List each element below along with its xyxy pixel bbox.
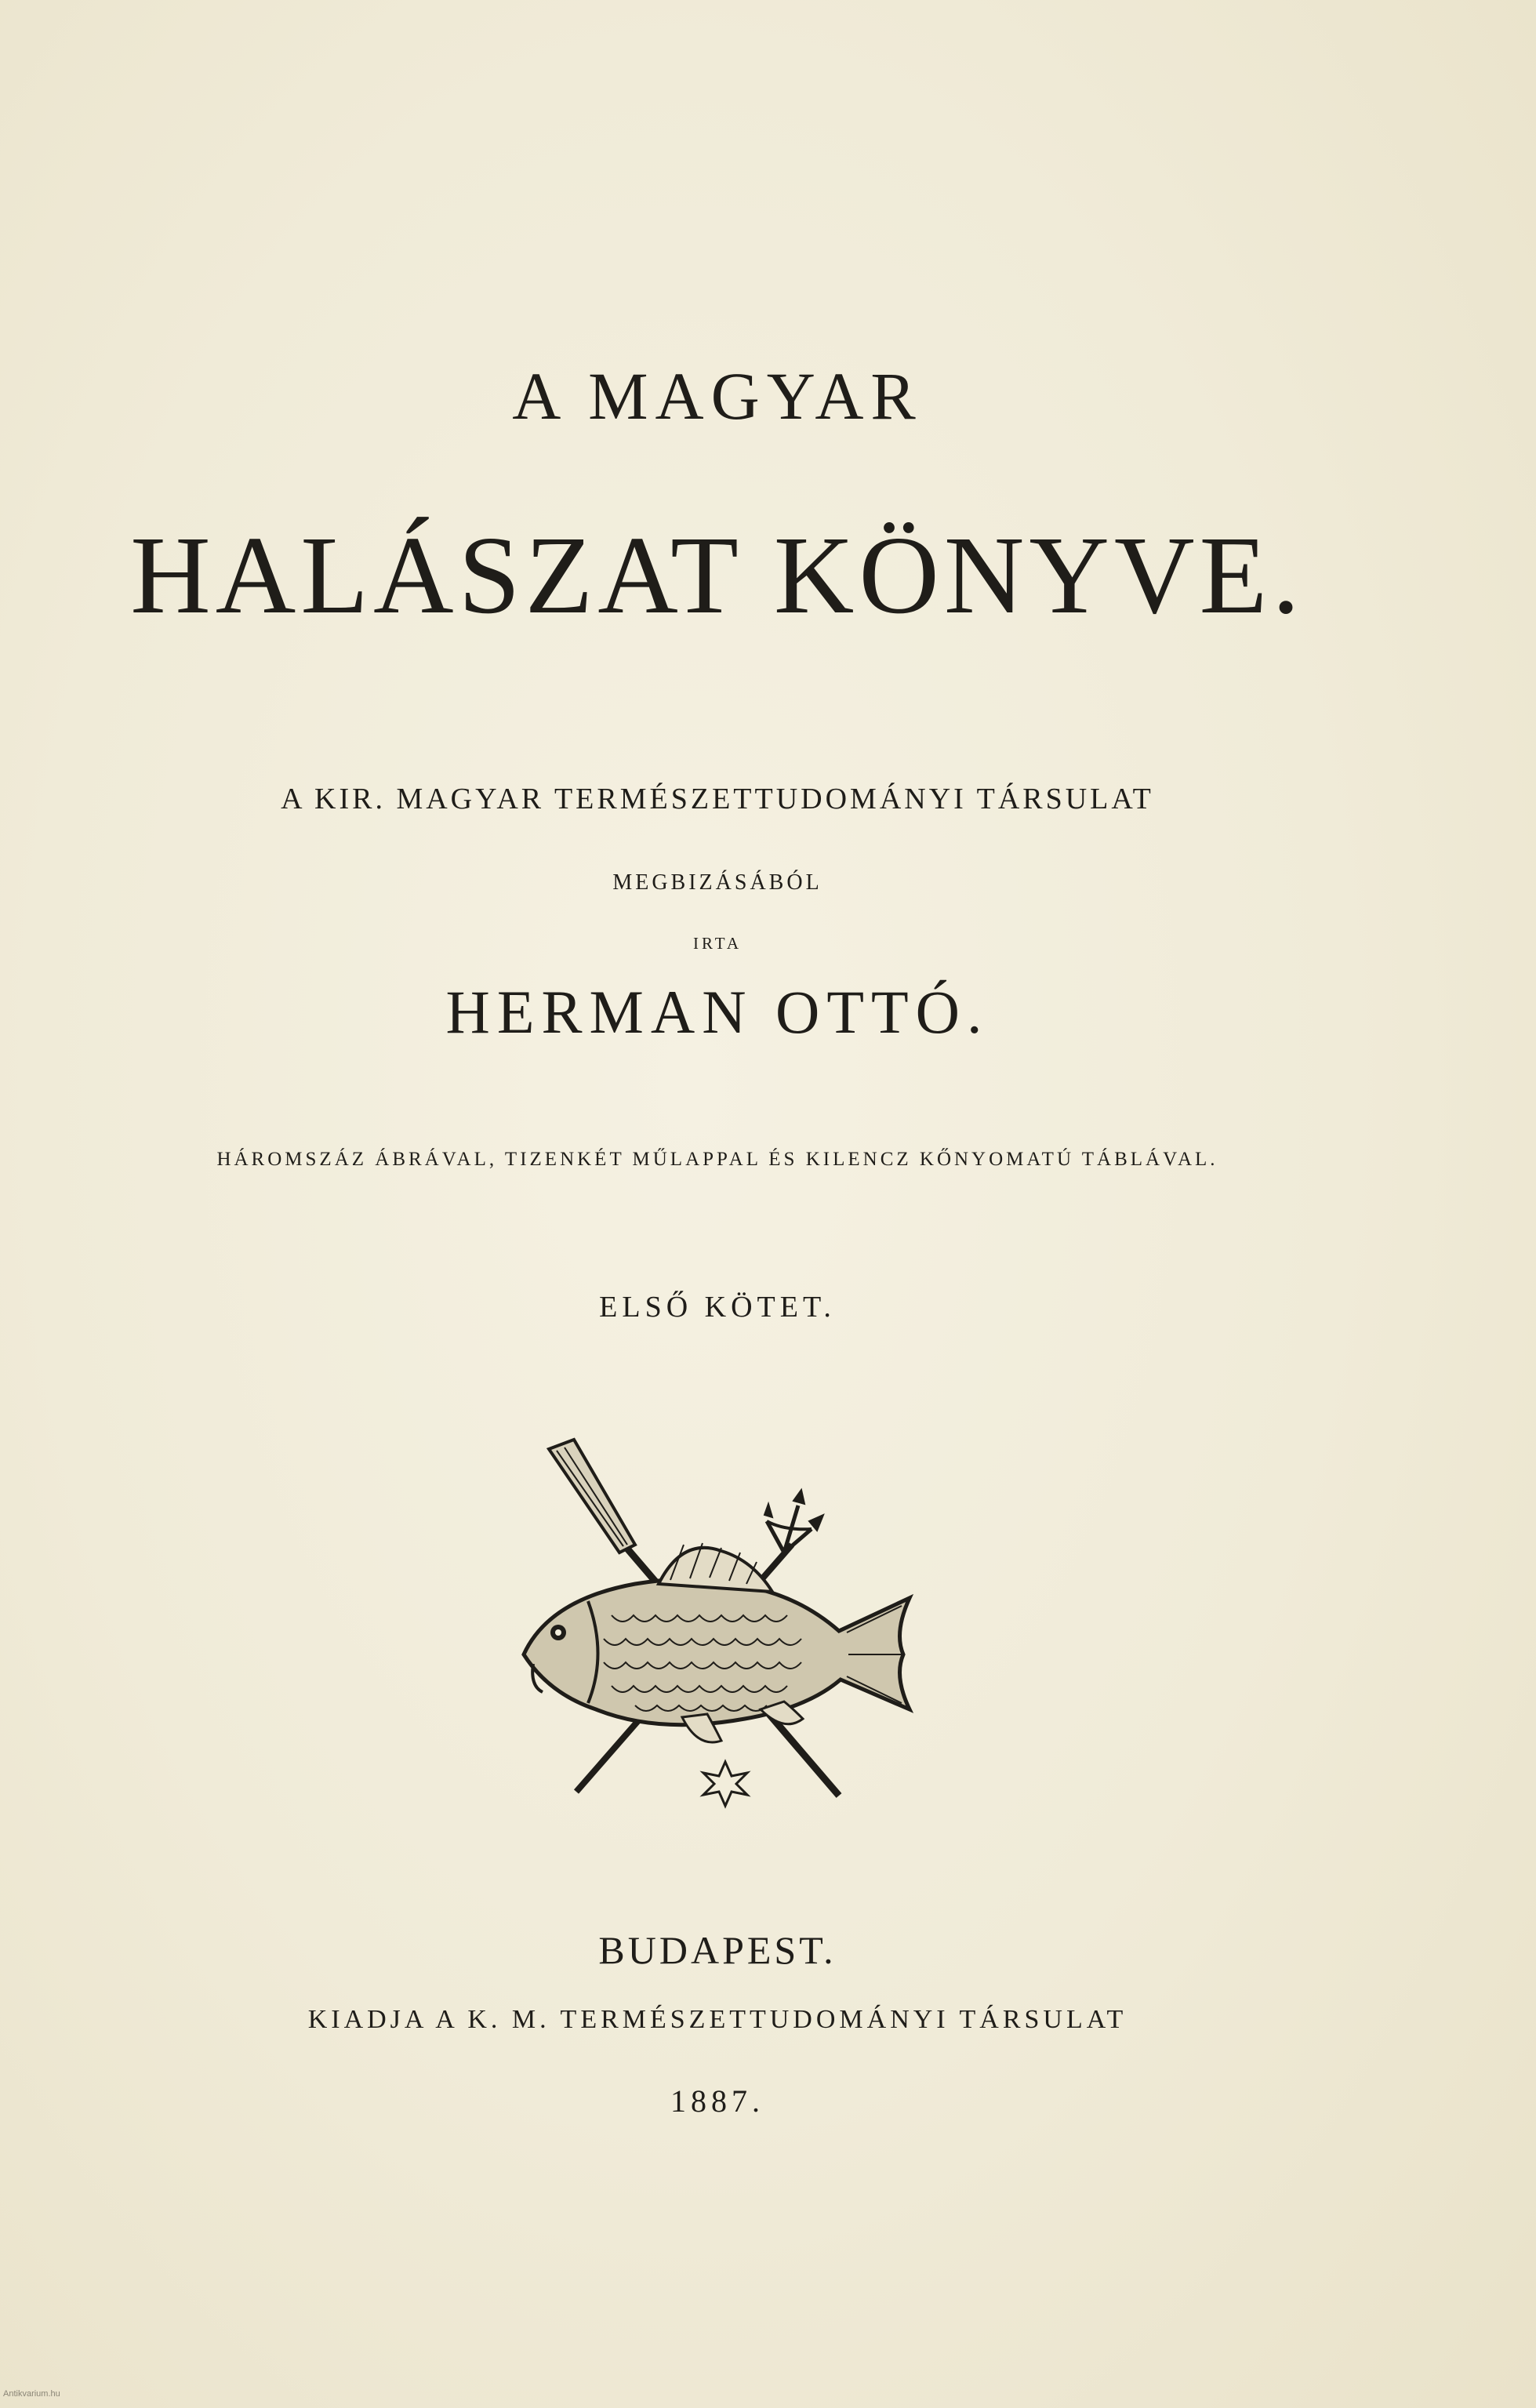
commission-line: MEGBIZÁSÁBÓL [612,870,822,895]
year-line: 1887. [670,2083,764,2119]
fish-oar-trident-icon [502,1427,941,1819]
publisher-line: KIADJA A K. M. TERMÉSZETTUDOMÁNYI TÁRSULAT [307,2005,1127,2034]
main-title: HALÁSZAT KÖNYVE. [130,513,1305,637]
society-line: A KIR. MAGYAR TERMÉSZETTUDOMÁNYI TÁRSULAT [281,783,1154,815]
author-name: HERMAN OTTÓ. [445,978,990,1046]
written-by-line: IRTA [692,934,743,953]
illustrations-line: HÁROMSZÁZ ÁBRÁVAL, TIZENKÉT MŰLAPPAL ÉS KILENCZ KŐNYOMATÚ TÁBLÁVAL. [216,1149,1218,1170]
star-ornament-icon [703,1762,747,1806]
title-line-1: A MAGYAR [512,358,923,434]
volume-line: ELSŐ KÖTET. [599,1291,836,1324]
city-line: BUDAPEST. [598,1928,837,1972]
carp-icon [524,1543,910,1742]
watermark-text: Antikvarium.hu [3,2389,60,2399]
